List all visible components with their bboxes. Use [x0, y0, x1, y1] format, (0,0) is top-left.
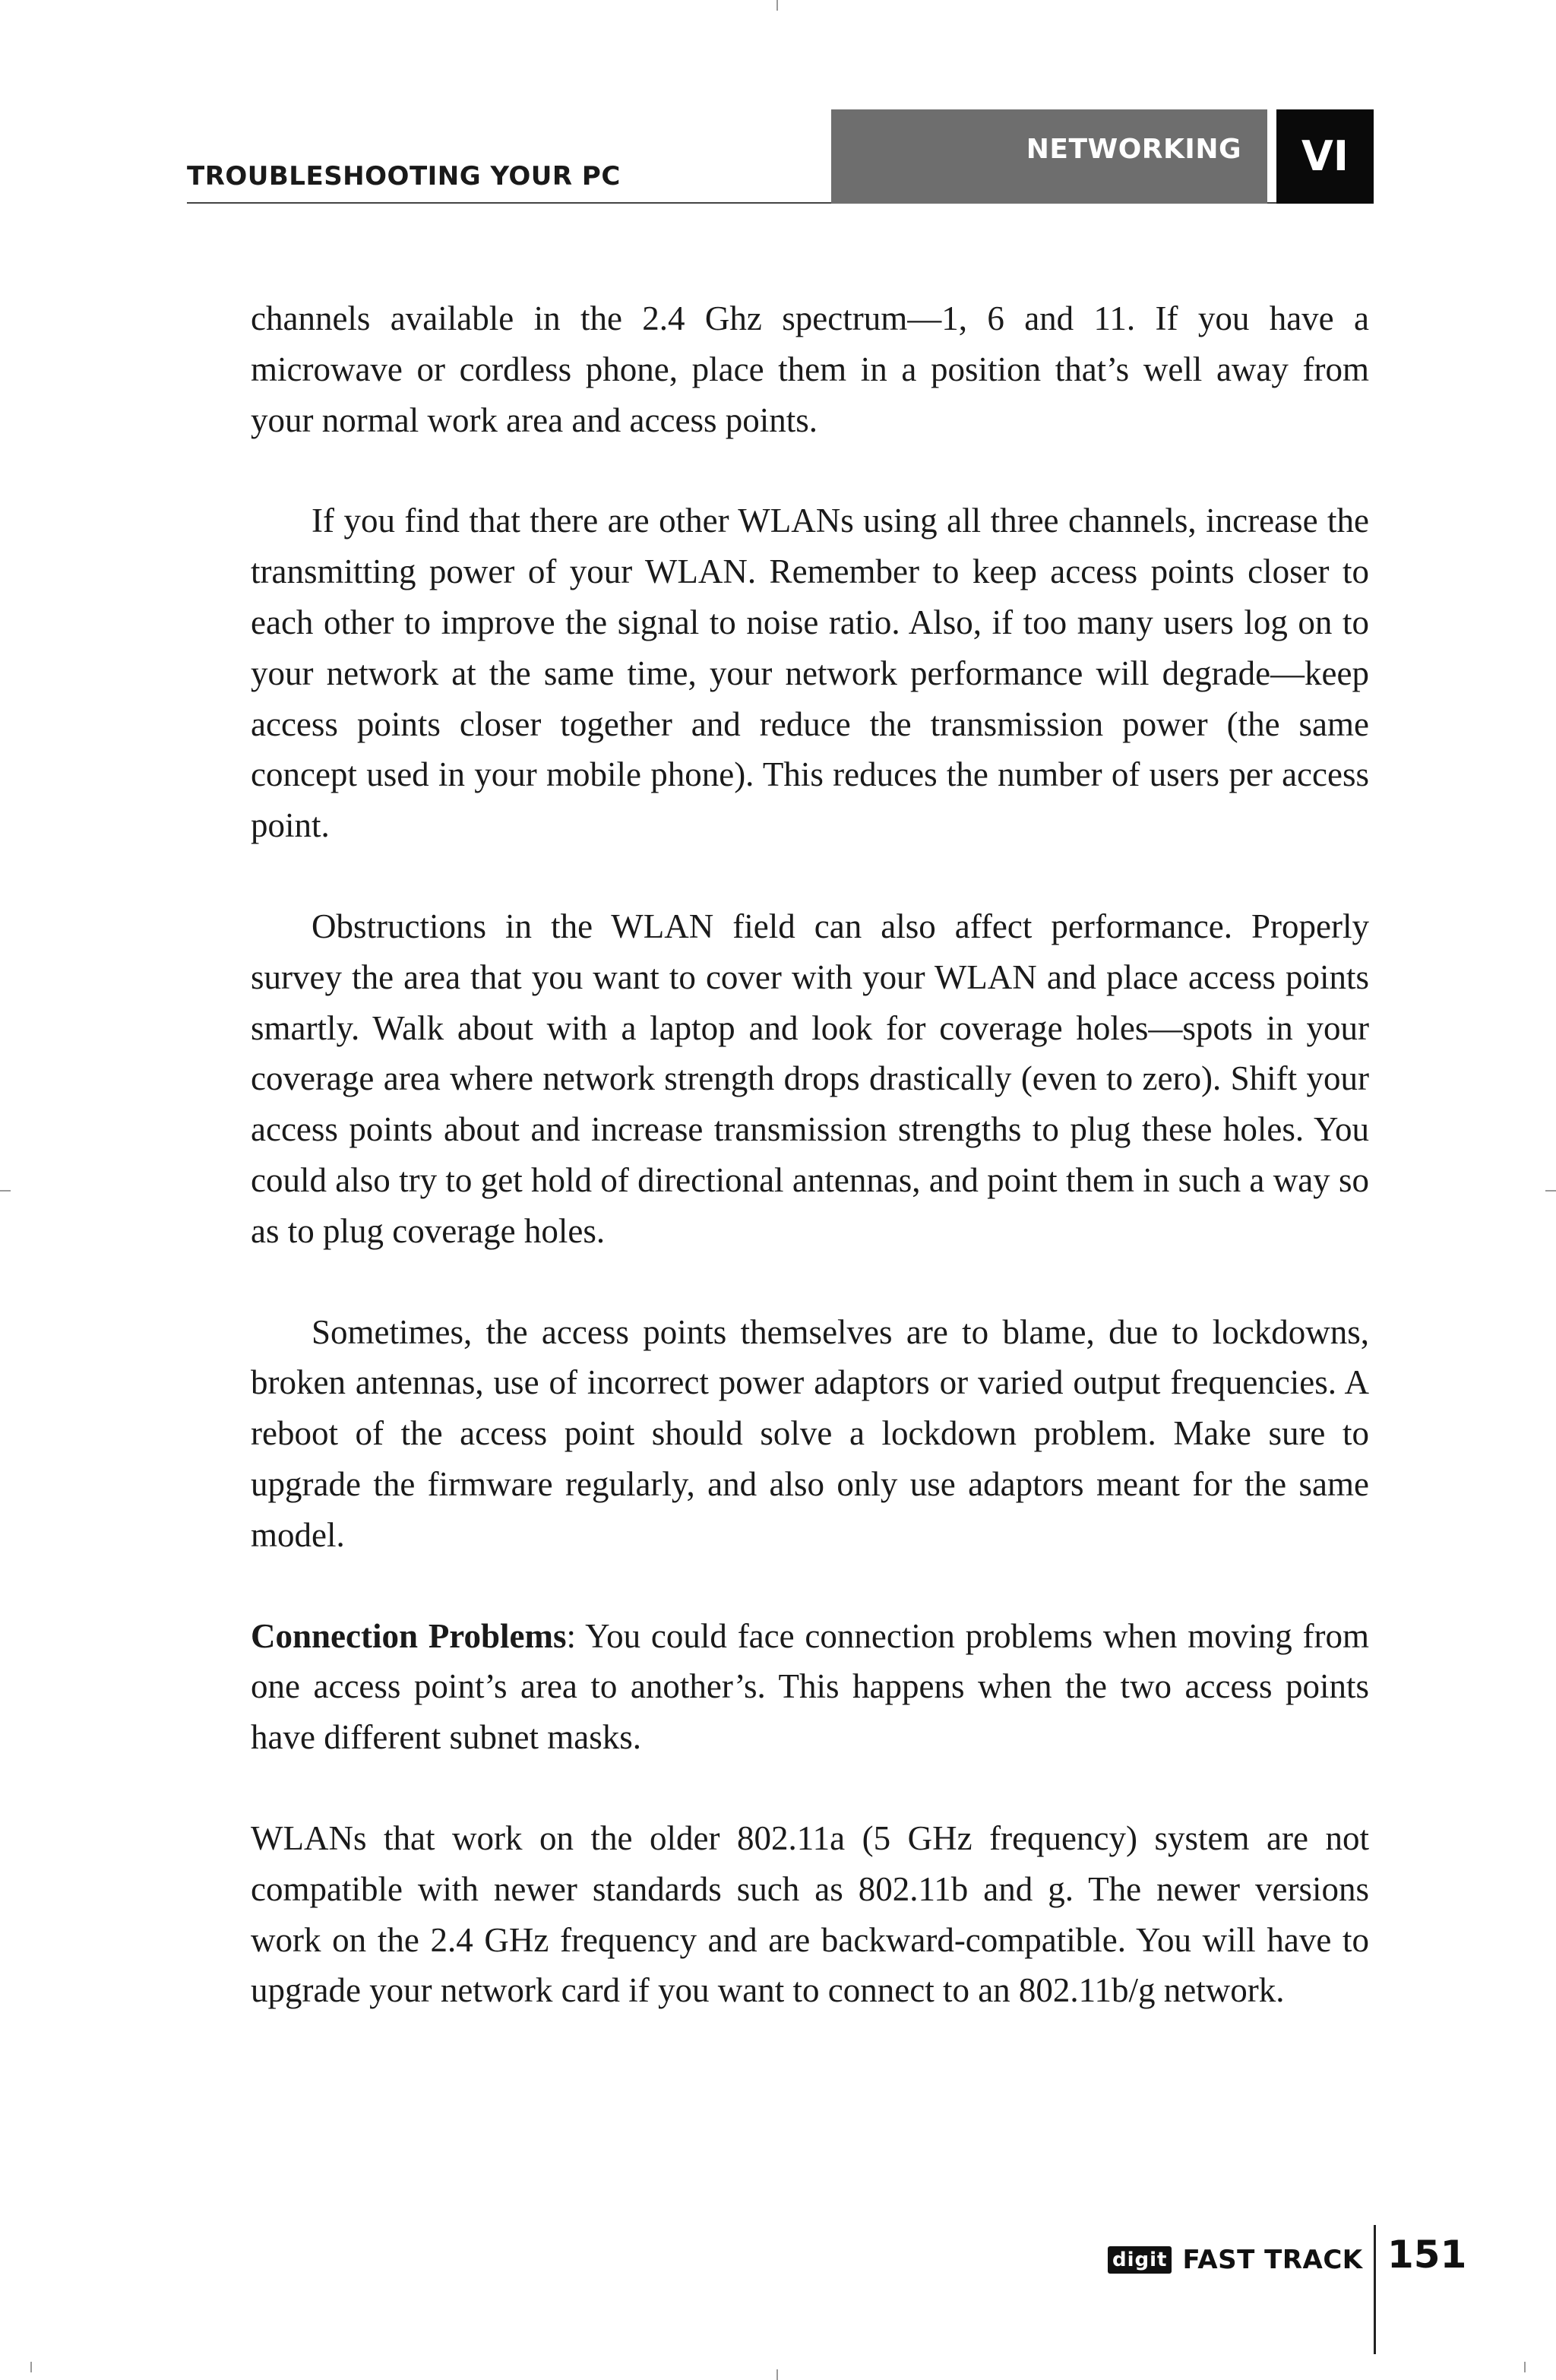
- digit-logo: digit: [1108, 2246, 1172, 2274]
- paragraph: Obstructions in the WLAN field can also affect performance. Properly survey the area that you want to cover with your WLAN and place access points smartly. Walk about with a laptop and look for coverage holes—spots in your coverage area where network strength drops drastically (even to zero). Shift your access points about and increase transmission strengths to plug these holes. You could also try to get hold of directional antennas, and point them in such a way so as to plug coverage holes.: [251, 907, 1369, 1250]
- footer-title: FAST TRACK: [1182, 2245, 1363, 2275]
- connection-problems-text: You could face connection problems when moving from one access point’s area to another’s. This happens when the two access points have different subnet masks.: [251, 1616, 1369, 1757]
- connection-problems-paragraph: [251, 1611, 1369, 1763]
- crop-mark: [776, 2369, 778, 2380]
- footer-rule: [1374, 2225, 1376, 2354]
- page-number: 151: [1387, 2233, 1467, 2277]
- crop-mark: [776, 0, 778, 11]
- paragraph: Sometimes, the access points themselves are to blame, due to lockdowns, broken antennas, use of incorrect power adaptors or varied output frequencies. A reboot of the access point should solve a lockdown problem. Make sure to upgrade the firmware regularly, and also only use adaptors meant for the same model.: [251, 1312, 1369, 1554]
- footer-brand: [1108, 2242, 1363, 2278]
- body-text: [251, 293, 1369, 2016]
- paragraph: WLANs that work on the older 802.11a (5 GHz frequency) system are not compatible with newer standards such as 802.11b and g. The newer versions work on the 2.4 GHz frequency and are backward-compatible. You will have to upgrade your network card if you want to connect to an 802.11b/g network.: [251, 1818, 1369, 2010]
- crop-mark: [0, 1190, 11, 1192]
- crop-mark: [30, 2362, 32, 2372]
- paragraph: If you find that there are other WLANs using all three channels, increase the transmitting power of your WLAN. Remember to keep access points closer to each other to improve the signal to noise ratio. Also, if too many users log on to your network at the same time, your network performance will degrade—keep access points closer together and reduce the transmission power (the same concept used in your mobile phone). This reduces the number of users per access point.: [251, 502, 1369, 845]
- crop-mark: [1524, 2362, 1526, 2372]
- connection-problems-heading: Connection Problems: [251, 1616, 567, 1655]
- paragraph: channels available in the 2.4 Ghz spectrum—1, 6 and 11. If you have a microwave or cordless phone, place them in a position that’s well away from your normal work area and access points.: [251, 299, 1369, 439]
- running-head: TROUBLESHOOTING YOUR PC: [187, 161, 621, 191]
- section-label: NETWORKING: [1026, 134, 1241, 165]
- section-tab: [831, 109, 1267, 204]
- crop-mark: [1545, 1190, 1556, 1192]
- part-number: VI: [1276, 109, 1374, 204]
- heading-separator: :: [566, 1616, 576, 1655]
